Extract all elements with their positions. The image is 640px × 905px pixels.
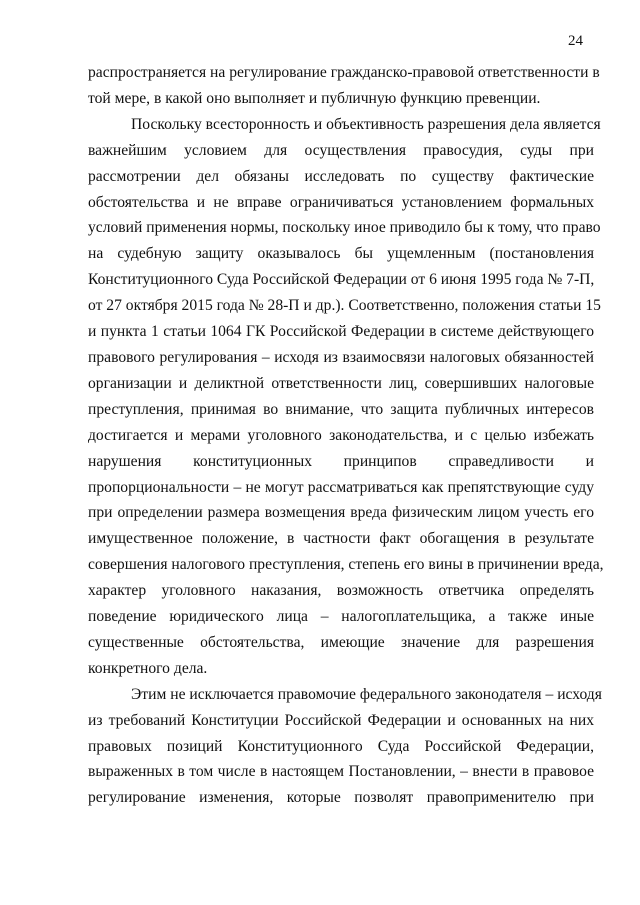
- paragraph-3: [88, 682, 602, 812]
- text-line: той мере, в какой оно выполняет и публичную функцию превенции.: [88, 89, 541, 107]
- text-line: и пункта 1 статьи 1064 ГК Российской Федерации в системе действующего: [88, 323, 594, 341]
- text-line: пропорциональности – не могут рассматриваться как препятствующие суду: [88, 478, 594, 496]
- text-line: рассмотрении дел обязаны исследовать по существу фактические: [88, 167, 594, 185]
- text-line: на судебную защиту оказывалось бы ущемленным (постановления: [88, 245, 594, 263]
- text-line: обстоятельства и не вправе ограничиваться установлением формальных: [88, 193, 594, 211]
- text-line: конкретного дела.: [88, 659, 208, 677]
- text-line: совершения налогового преступления, степень его вины в причинении вреда,: [88, 556, 604, 574]
- text-line: выраженных в том числе в настоящем Постановлении, – внести в правовое: [88, 763, 594, 781]
- text-line: имущественное положение, в частности факт обогащения в результате: [88, 530, 594, 548]
- text-line: Конституционного Суда Российской Федерации от 6 июня 1995 года № 7-П,: [88, 271, 595, 289]
- paragraph-1: [88, 60, 600, 112]
- text-line: Этим не исключается правомочие федерального законодателя – исходя: [131, 685, 602, 703]
- text-line: поведение юридического лица – налогоплательщика, а также иные: [88, 608, 594, 626]
- text-line: условий применения нормы, поскольку иное приводило бы к тому, что право: [88, 219, 601, 237]
- text-line: нарушения конституционных принципов справедливости и: [88, 452, 594, 470]
- paragraph-2: [88, 112, 604, 682]
- text-line: Поскольку всесторонность и объективность разрешения дела является: [131, 115, 601, 133]
- text-line: организации и деликтной ответственности лиц, совершивших налоговые: [88, 374, 594, 392]
- text-line: из требований Конституции Российской Федерации и основанных на них: [88, 711, 594, 729]
- text-line: преступления, принимая во внимание, что защита публичных интересов: [88, 400, 594, 418]
- text-line: от 27 октября 2015 года № 28-П и др.). Соответственно, положения статьи 15: [88, 297, 601, 315]
- document-body: [88, 60, 604, 811]
- text-line: характер уголовного наказания, возможность ответчика определять: [88, 582, 594, 600]
- text-line: важнейшим условием для осуществления правосудия, суды при: [88, 141, 594, 159]
- text-line: регулирование изменения, которые позволят правоприменителю при: [88, 789, 594, 807]
- page-number: 24: [568, 33, 583, 49]
- text-line: распространяется на регулирование гражданско-правовой ответственности в: [88, 64, 600, 81]
- text-line: достигается и мерами уголовного законодательства, и с целью избежать: [88, 426, 594, 444]
- text-line: правовых позиций Конституционного Суда Российской Федерации,: [88, 737, 594, 755]
- text-line: при определении размера возмещения вреда физическим лицом учесть его: [88, 504, 594, 522]
- text-line: существенные обстоятельства, имеющие значение для разрешения: [88, 633, 594, 651]
- text-line: правового регулирования – исходя из взаимосвязи налоговых обязанностей: [88, 348, 594, 366]
